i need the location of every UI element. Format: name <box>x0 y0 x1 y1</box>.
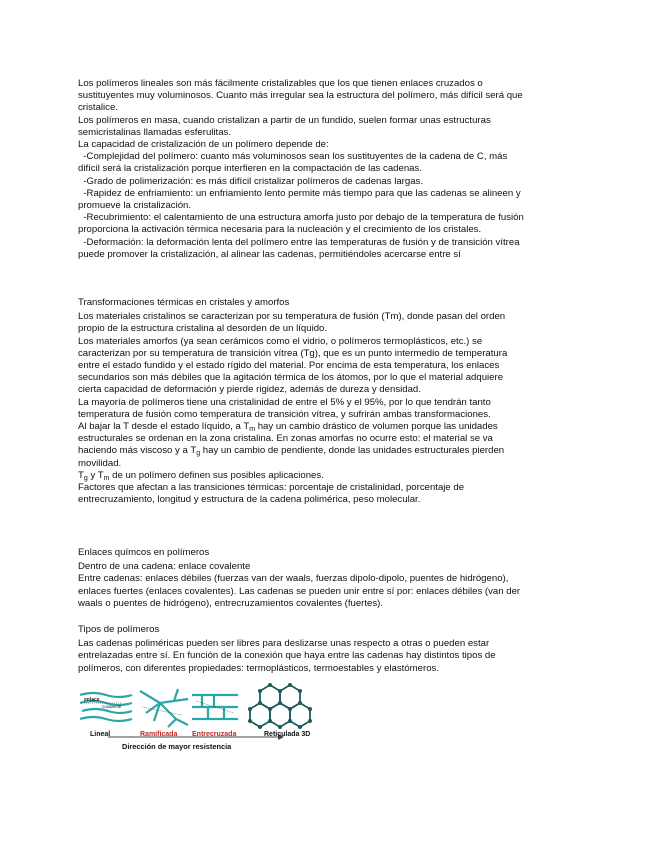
text-line: -Grado de polimerización: es más difícil cristalizar polímeros de cadenas largas. <box>78 175 423 187</box>
text-line: puede promover la cristalización, al alinear las cadenas, permitiéndoles acercarse entre sí <box>78 248 461 260</box>
text-line: -Complejidad del polímero: cuanto más voluminosos sean los sustituyentes de la cadena de C, más <box>78 151 508 163</box>
text-line: Factores que afectan a las transiciones térmicas: porcentaje de cristalinidad, porcentaje de <box>78 482 465 494</box>
text-line: Los polímeros en masa, cuando cristalizan a partir de un fundido, suelen formar unas estructuras <box>78 114 491 126</box>
text-line: -Rapidez de enfriamiento: un enfriamiento lento permite más tiempo para que las cadenas se alineen y <box>78 187 521 199</box>
text-line: -Recubrimiento: el calentamiento de una estructura amorfa justo por debajo de la temperatura de fusión <box>78 212 524 224</box>
inner-label: covalente <box>102 704 122 709</box>
label-reticulada: Reticulada 3D <box>264 731 311 738</box>
subscript: m <box>249 426 256 434</box>
inner-label: enlace <box>84 697 100 703</box>
text-line: enlaces fuertes (enlaces covalentes). Las cadenas se pueden unir entre sí por: enlaces débiles (van der <box>78 585 521 597</box>
text-fragment: haciendo más viscoso y a T <box>78 445 197 457</box>
text-fragment: y T <box>87 469 104 481</box>
label-lineal: Lineal <box>90 731 111 738</box>
types-section <box>78 624 578 675</box>
text-line: proporciona la activación térmica necesaria para la nucleación y el crecimiento de los cristales. <box>78 224 482 236</box>
text-line: movilidad. <box>78 457 122 469</box>
polymer-structures-figure <box>78 681 340 751</box>
text-fragment: Al bajar la T desde el estado líquido, a T <box>78 421 250 433</box>
label-entrecruzada: Entrecruzada <box>192 731 237 738</box>
network-nodes <box>248 683 312 729</box>
label-ramificada: Ramificada <box>140 731 178 738</box>
text-line: La capacidad de cristalización de un polímero depende de: <box>78 139 329 151</box>
text-line: caracterizan por su temperatura de transición vítrea (Tg), que es un punto intermedio de temperatura <box>78 347 508 359</box>
text-line: -Deformación: la deformación lenta del polímero entre las temperaturas de fusión y de transición vítrea <box>78 236 520 248</box>
text-line: Entre cadenas: enlaces débiles (fuerzas van der waals, fuerzas dipolo-dipolo, puentes de hidrógeno), <box>78 573 509 585</box>
subscript: m <box>103 474 110 482</box>
text-line: Los materiales amorfos (ya sean cerámicos como el vidrio, o polímeros termoplásticos, etc.) se <box>78 335 483 347</box>
text-line: semicristalinas llamadas esferulitas. <box>78 126 232 138</box>
text-line: polímeros, con diferentes propiedades: termoplásticos, termoestables y elastómeros. <box>78 662 440 674</box>
text-line: secundarios son más débiles que la agitación térmica de los átomos, por lo que el material adquiere <box>78 372 504 384</box>
text-line: estructurales se ordenan en la zona cristalina. En zonas amorfas no ocurre esto: el material se va <box>78 433 493 445</box>
bonds-section <box>78 547 578 610</box>
text-line: Los polímeros lineales son más fácilmente cristalizables que los que tienen enlaces cruzados o <box>78 78 483 89</box>
text-line: cristalice. <box>78 102 118 114</box>
text-line: cierta capacidad de deformación y pierde rigidez, además de dureza y densidad. <box>78 384 421 396</box>
text-line: propio de la estructura cristalina al desorden de un líquido. <box>78 323 328 335</box>
text-line: temperatura de fusión como temperatura de transición vítrea, y sufrirán ambas transformaciones. <box>78 408 491 420</box>
intro-section <box>78 78 578 261</box>
text-line: sustituyentes muy voluminosos. Cuanto más irregular sea la estructura del polímero, más difícil será que <box>78 90 523 102</box>
text-line-tm <box>78 421 578 433</box>
text-line: La mayoría de polímeros tiene una cristalinidad de entre el 5% y el 95%, por lo que tendrán tanto <box>78 396 491 408</box>
text-line: entrecruzamiento, longitud y estructura de la cadena polimérica, peso molecular. <box>78 494 421 506</box>
section-heading: Transformaciones térmicas en cristales y amorfos <box>78 297 290 308</box>
text-line: promueve la cristalización. <box>78 200 192 212</box>
text-line: Las cadenas poliméricas pueden ser libres para deslizarse unas respecto a otras o pueden estar <box>78 638 490 650</box>
text-line: waals o puentes de hidrógeno), entrecruzamientos covalentes (fuertes). <box>78 597 384 609</box>
text-line: Dentro de una cadena: enlace covalente <box>78 561 251 573</box>
section-heading: Tipos de polímeros <box>78 624 160 635</box>
crosslinked-polymer-icon <box>192 695 238 719</box>
text-fragment: hay un cambio drástico de volumen porque las unidades <box>255 421 498 433</box>
text-fragment: T <box>78 469 84 481</box>
text-line: entrelazadas entre sí. En función de la conexión que haya entre las cadenas hay distintos tipos de <box>78 650 496 662</box>
section-heading: Enlaces químcos en polímeros <box>78 547 210 558</box>
text-line: entre el estado fundido y el estado rígido del material. Por encima de esta temperatura, los enlaces <box>78 360 500 372</box>
text-line: difícil será la cristalización porque interfieren en la compactación de las cadenas. <box>78 163 422 175</box>
text-fragment: de un polímero definen sus posibles aplicaciones. <box>109 469 324 481</box>
text-fragment: hay un cambio de pendiente, donde las unidades estructurales pierden <box>200 445 505 457</box>
text-line: Los materiales cristalinos se caracterizan por su temperatura de fusión (Tm), donde pasan del orden <box>78 311 506 323</box>
text-line-tg-tm <box>78 470 578 482</box>
text-line-tg <box>78 445 578 457</box>
thermal-section <box>78 297 578 506</box>
branched-polymer-icon <box>140 689 188 727</box>
subscript: g <box>83 474 88 482</box>
figure-caption: Dirección de mayor resistencia <box>122 742 232 751</box>
subscript: g <box>196 450 201 458</box>
